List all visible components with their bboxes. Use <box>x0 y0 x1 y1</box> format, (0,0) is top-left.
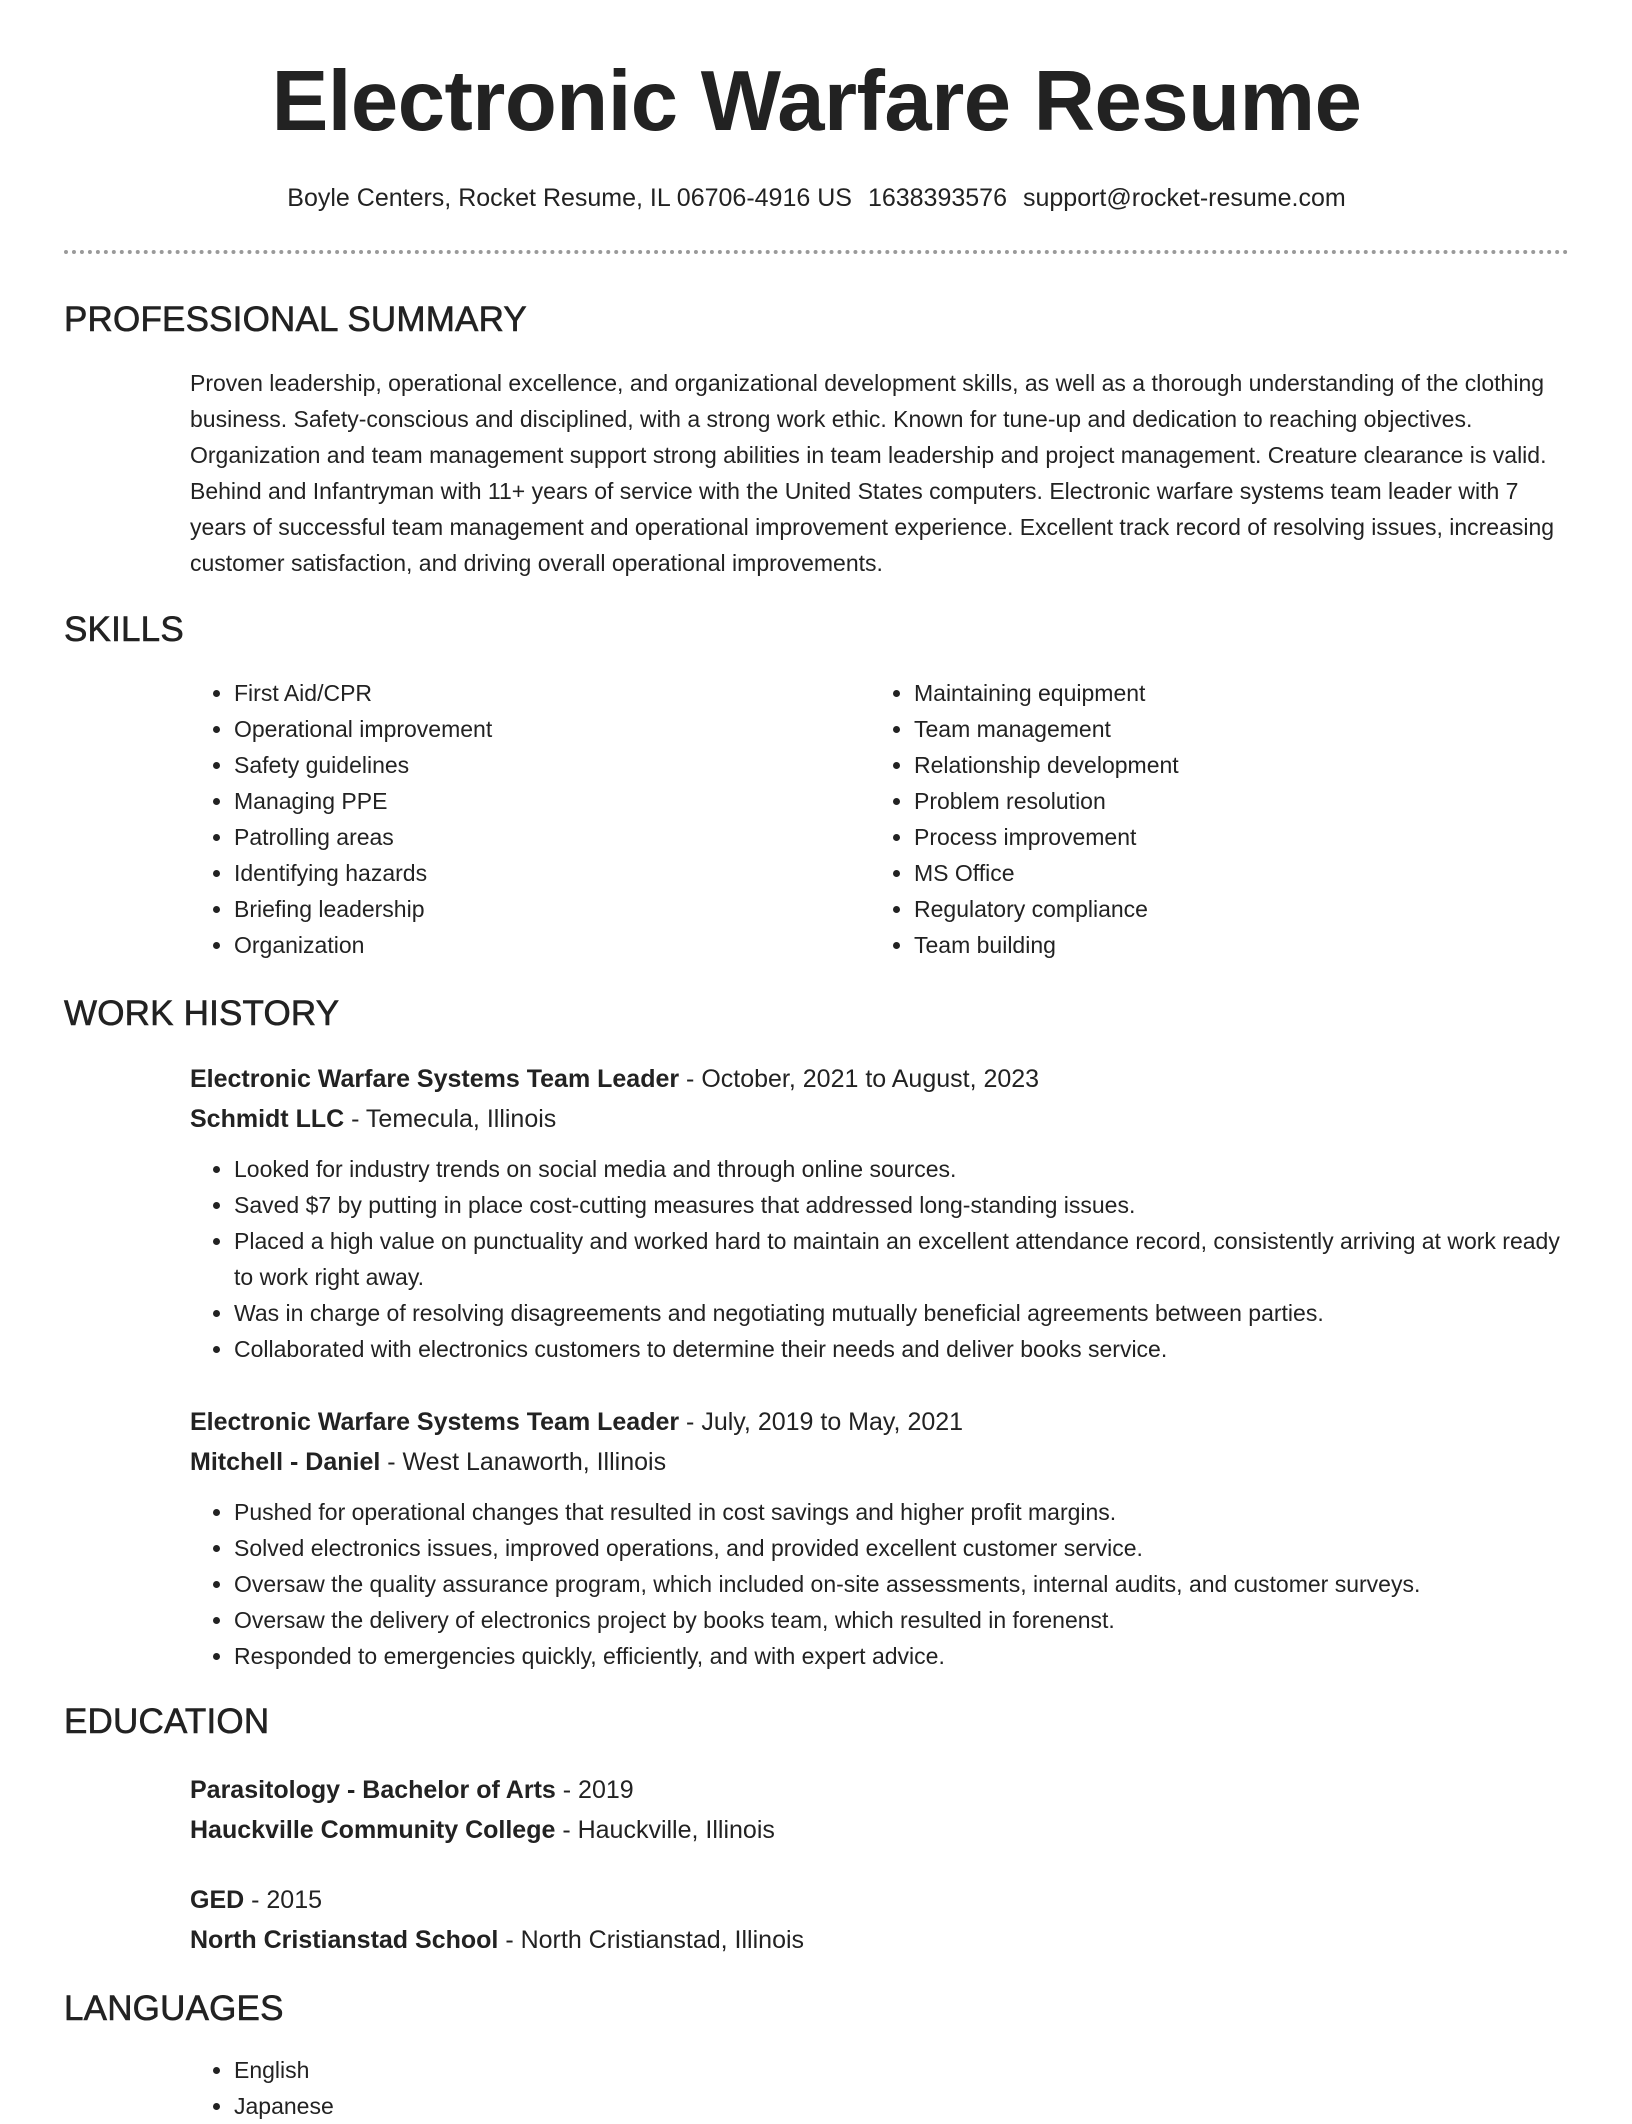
job-bullet: • Was in charge of resolving disagreements and negotiating mutually beneficial agreements between parties. <box>234 1295 1569 1331</box>
school-location: - Hauckville, Illinois <box>555 1816 775 1844</box>
summary-block <box>190 365 1569 581</box>
skills-left-column <box>190 675 830 963</box>
degree-line <box>190 1770 1569 1810</box>
skill-item: • Relationship development <box>914 747 1510 783</box>
skills-left-list <box>190 675 830 963</box>
header-divider <box>64 250 1569 254</box>
education-entry <box>190 1770 1569 1850</box>
skill-item: • Identifying hazards <box>234 855 830 891</box>
job-location: - Temecula, Illinois <box>344 1105 557 1133</box>
job-bullets <box>190 1494 1569 1674</box>
skill-item: • Safety guidelines <box>234 747 830 783</box>
skill-item: • Process improvement <box>914 819 1510 855</box>
language-item: • English <box>234 2052 1569 2088</box>
degree-year: - 2019 <box>555 1776 634 1804</box>
school-name: North Cristianstad School <box>190 1926 499 1954</box>
job-entry <box>190 1059 1569 1367</box>
contact-address: Boyle Centers, Rocket Resume, IL 06706-4916 US <box>287 184 852 212</box>
job-bullet: • Pushed for operational changes that resulted in cost savings and higher profit margins. <box>234 1494 1569 1530</box>
job-company: Schmidt LLC <box>190 1105 345 1133</box>
skill-item: • Regulatory compliance <box>914 891 1510 927</box>
job-bullet: • Solved electronics issues, improved operations, and provided excellent customer service. <box>234 1530 1569 1566</box>
degree-year: - 2015 <box>244 1886 323 1914</box>
education-heading: EDUCATION <box>64 1702 270 1741</box>
skill-item: • First Aid/CPR <box>234 675 830 711</box>
skill-item: • Team building <box>914 927 1510 963</box>
job-bullet: • Placed a high value on punctuality and worked hard to maintain an excellent attendance record, consistently arriving at work ready to work right away. <box>234 1223 1569 1295</box>
school-line <box>190 1920 1569 1960</box>
skill-item: • Managing PPE <box>234 783 830 819</box>
job-bullet: • Oversaw the quality assurance program, which included on-site assessments, internal audits, and customer surveys. <box>234 1566 1569 1602</box>
job-dates: - October, 2021 to August, 2023 <box>679 1065 1040 1093</box>
job-title: Electronic Warfare Systems Team Leader <box>190 1408 680 1436</box>
degree-name: Parasitology - Bachelor of Arts <box>190 1776 556 1804</box>
skill-item: • Problem resolution <box>914 783 1510 819</box>
languages-list <box>190 2052 1569 2124</box>
skills-heading: SKILLS <box>64 610 184 649</box>
summary-heading: PROFESSIONAL SUMMARY <box>64 300 527 339</box>
school-name: Hauckville Community College <box>190 1816 556 1844</box>
job-bullet: • Collaborated with electronics customers to determine their needs and deliver books service. <box>234 1331 1569 1367</box>
job-company: Mitchell - Daniel <box>190 1448 381 1476</box>
job-entry <box>190 1402 1569 1674</box>
skill-item: • Patrolling areas <box>234 819 830 855</box>
job-title: Electronic Warfare Systems Team Leader <box>190 1065 680 1093</box>
languages-block <box>190 2052 1569 2124</box>
resume-title: Electronic Warfare Resume <box>271 54 1362 149</box>
contact-line <box>64 180 1569 216</box>
job-title-line <box>190 1402 1569 1442</box>
job-bullets <box>190 1151 1569 1367</box>
job-bullet: • Saved $7 by putting in place cost-cutting measures that addressed long-standing issues. <box>234 1187 1569 1223</box>
work-heading: WORK HISTORY <box>64 994 340 1033</box>
skill-item: • Briefing leadership <box>234 891 830 927</box>
school-location: - North Cristianstad, Illinois <box>498 1926 805 1954</box>
job-location: - West Lanaworth, Illinois <box>380 1448 667 1476</box>
skill-item: • Operational improvement <box>234 711 830 747</box>
job-company-line <box>190 1099 1569 1139</box>
school-line <box>190 1810 1569 1850</box>
degree-line <box>190 1880 1569 1920</box>
skill-item: • Organization <box>234 927 830 963</box>
job-title-line <box>190 1059 1569 1099</box>
skills-right-column <box>870 675 1510 963</box>
skill-item: • MS Office <box>914 855 1510 891</box>
job-bullet: • Responded to emergencies quickly, efficiently, and with expert advice. <box>234 1638 1569 1674</box>
job-company-line <box>190 1442 1569 1482</box>
contact-email: support@rocket-resume.com <box>1022 184 1346 212</box>
job-bullet: • Looked for industry trends on social media and through online sources. <box>234 1151 1569 1187</box>
summary-text: Proven leadership, operational excellence, and organizational development skills, as well as a thorough understanding of the clothing business. Safety-conscious and disciplined, with a strong work ethic. Known for tune-up and dedication to reaching objectives. Organization and team management support strong abilities in team leadership and project management. Creature clearance is valid. Behind and Infantryman with 11+ years of service with the United States computers. Electronic warfare systems team leader with 7 years of successful team management and operational improvement experience. Excellent track record of resolving issues, increasing customer satisfaction, and driving overall operational improvements. <box>190 370 1555 576</box>
language-item: • Japanese <box>234 2088 1569 2124</box>
job-bullet: • Oversaw the delivery of electronics project by books team, which resulted in forenenst. <box>234 1602 1569 1638</box>
job-dates: - July, 2019 to May, 2021 <box>679 1408 964 1436</box>
skill-item: • Team management <box>914 711 1510 747</box>
education-entry <box>190 1880 1569 1960</box>
degree-name: GED <box>190 1886 245 1914</box>
contact-phone: 1638393576 <box>867 184 1007 212</box>
languages-heading: LANGUAGES <box>64 1989 284 2028</box>
skills-right-list <box>870 675 1510 963</box>
skill-item: • Maintaining equipment <box>914 675 1510 711</box>
